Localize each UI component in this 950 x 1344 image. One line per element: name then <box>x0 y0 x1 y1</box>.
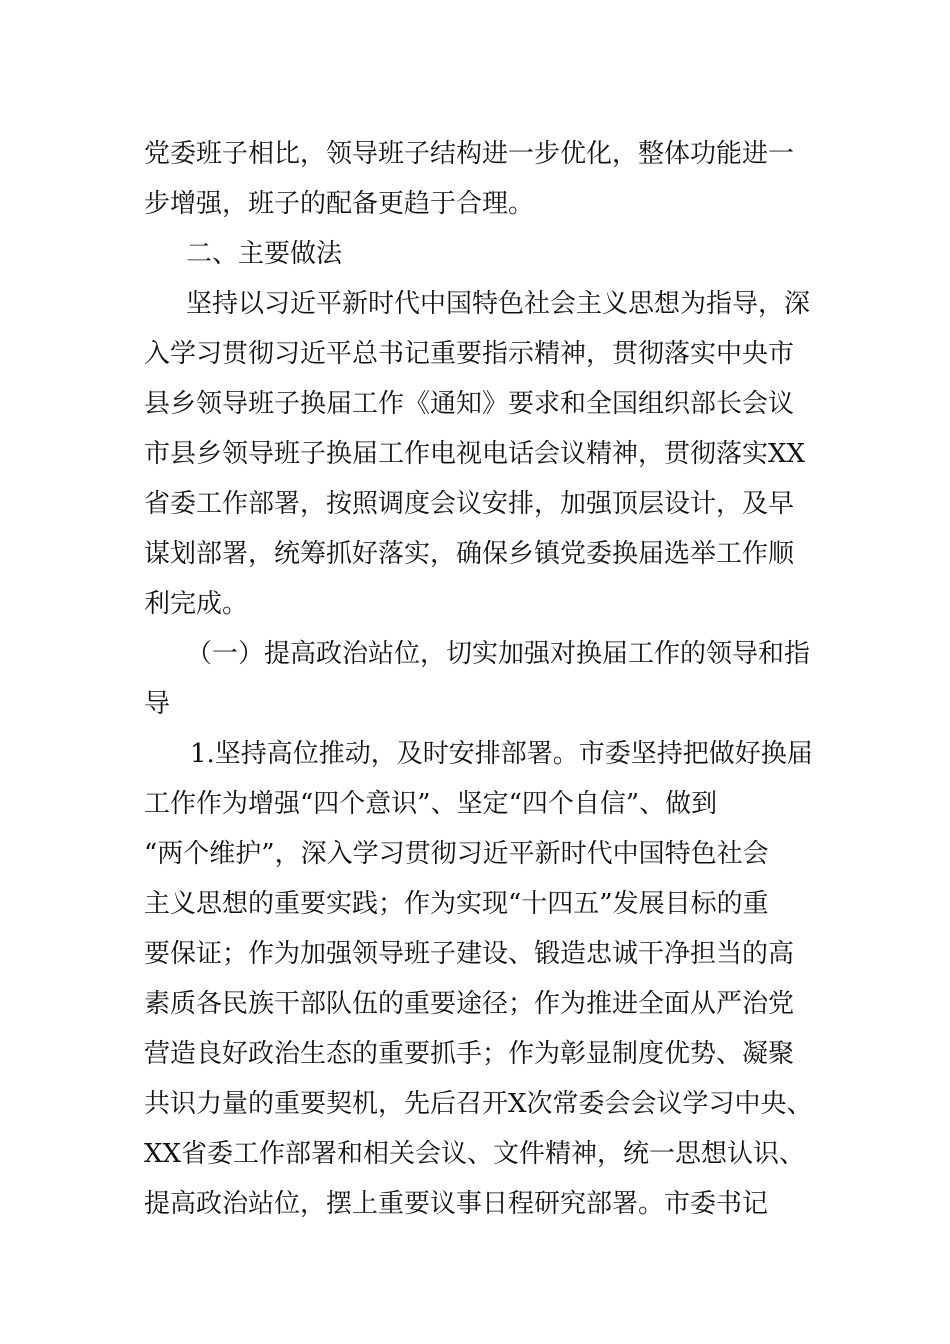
body-text-line: 谋划部署，统筹抓好落实，确保乡镇党委换届选举工作顺 <box>144 539 795 569</box>
body-text-line: 素质各民族干部队伍的重要途径；作为推进全面从严治党 <box>144 989 795 1019</box>
body-text-line: 工作作为增强“四个意识”、坚定“四个自信”、做到 <box>144 789 718 819</box>
body-text-line: 市县乡领导班子换届工作电视电话会议精神，贯彻落实XX <box>144 439 806 469</box>
body-text-line: 主义思想的重要实践；作为实现“十四五”发展目标的重 <box>144 889 769 919</box>
body-text-line: 1.坚持高位推动，及时安排部署。市委坚持把做好换届 <box>190 739 813 769</box>
body-text-line: 入学习贯彻习近平总书记重要指示精神，贯彻落实中央市 <box>144 339 795 369</box>
body-text-line: 坚持以习近平新时代中国特色社会主义思想为指导，深 <box>186 289 811 319</box>
body-text-line: 提高政治站位，摆上重要议事日程研究部署。市委书记 <box>144 1189 769 1219</box>
body-text-line: “两个维护”，深入学习贯彻习近平新时代中国特色社会 <box>144 839 769 869</box>
body-text-line: 共识力量的重要契机，先后召开X次常委会会议学习中央、 <box>144 1089 813 1119</box>
body-text-line: 步增强，班子的配备更趋于合理。 <box>144 189 535 219</box>
subsection-heading-cont: 导 <box>144 689 171 719</box>
body-text-line: 党委班子相比，领导班子结构进一步优化，整体功能进一 <box>144 139 795 169</box>
body-text-line: 利完成。 <box>144 589 249 619</box>
body-text-line: 营造良好政治生态的重要抓手；作为彰显制度优势、凝聚 <box>144 1039 795 1069</box>
section-heading: 二、主要做法 <box>186 239 343 269</box>
body-text-line: 要保证；作为加强领导班子建设、锻造忠诚干净担当的高 <box>144 939 795 969</box>
subsection-heading: （一）提高政治站位，切实加强对换届工作的领导和指 <box>186 639 811 669</box>
body-text-line: 省委工作部署，按照调度会议安排，加强顶层设计，及早 <box>144 489 795 519</box>
body-text-line: XX省委工作部署和相关会议、文件精神，统一思想认识、 <box>144 1139 806 1169</box>
body-text-line: 县乡领导班子换届工作《通知》要求和全国组织部长会议 <box>144 389 795 419</box>
